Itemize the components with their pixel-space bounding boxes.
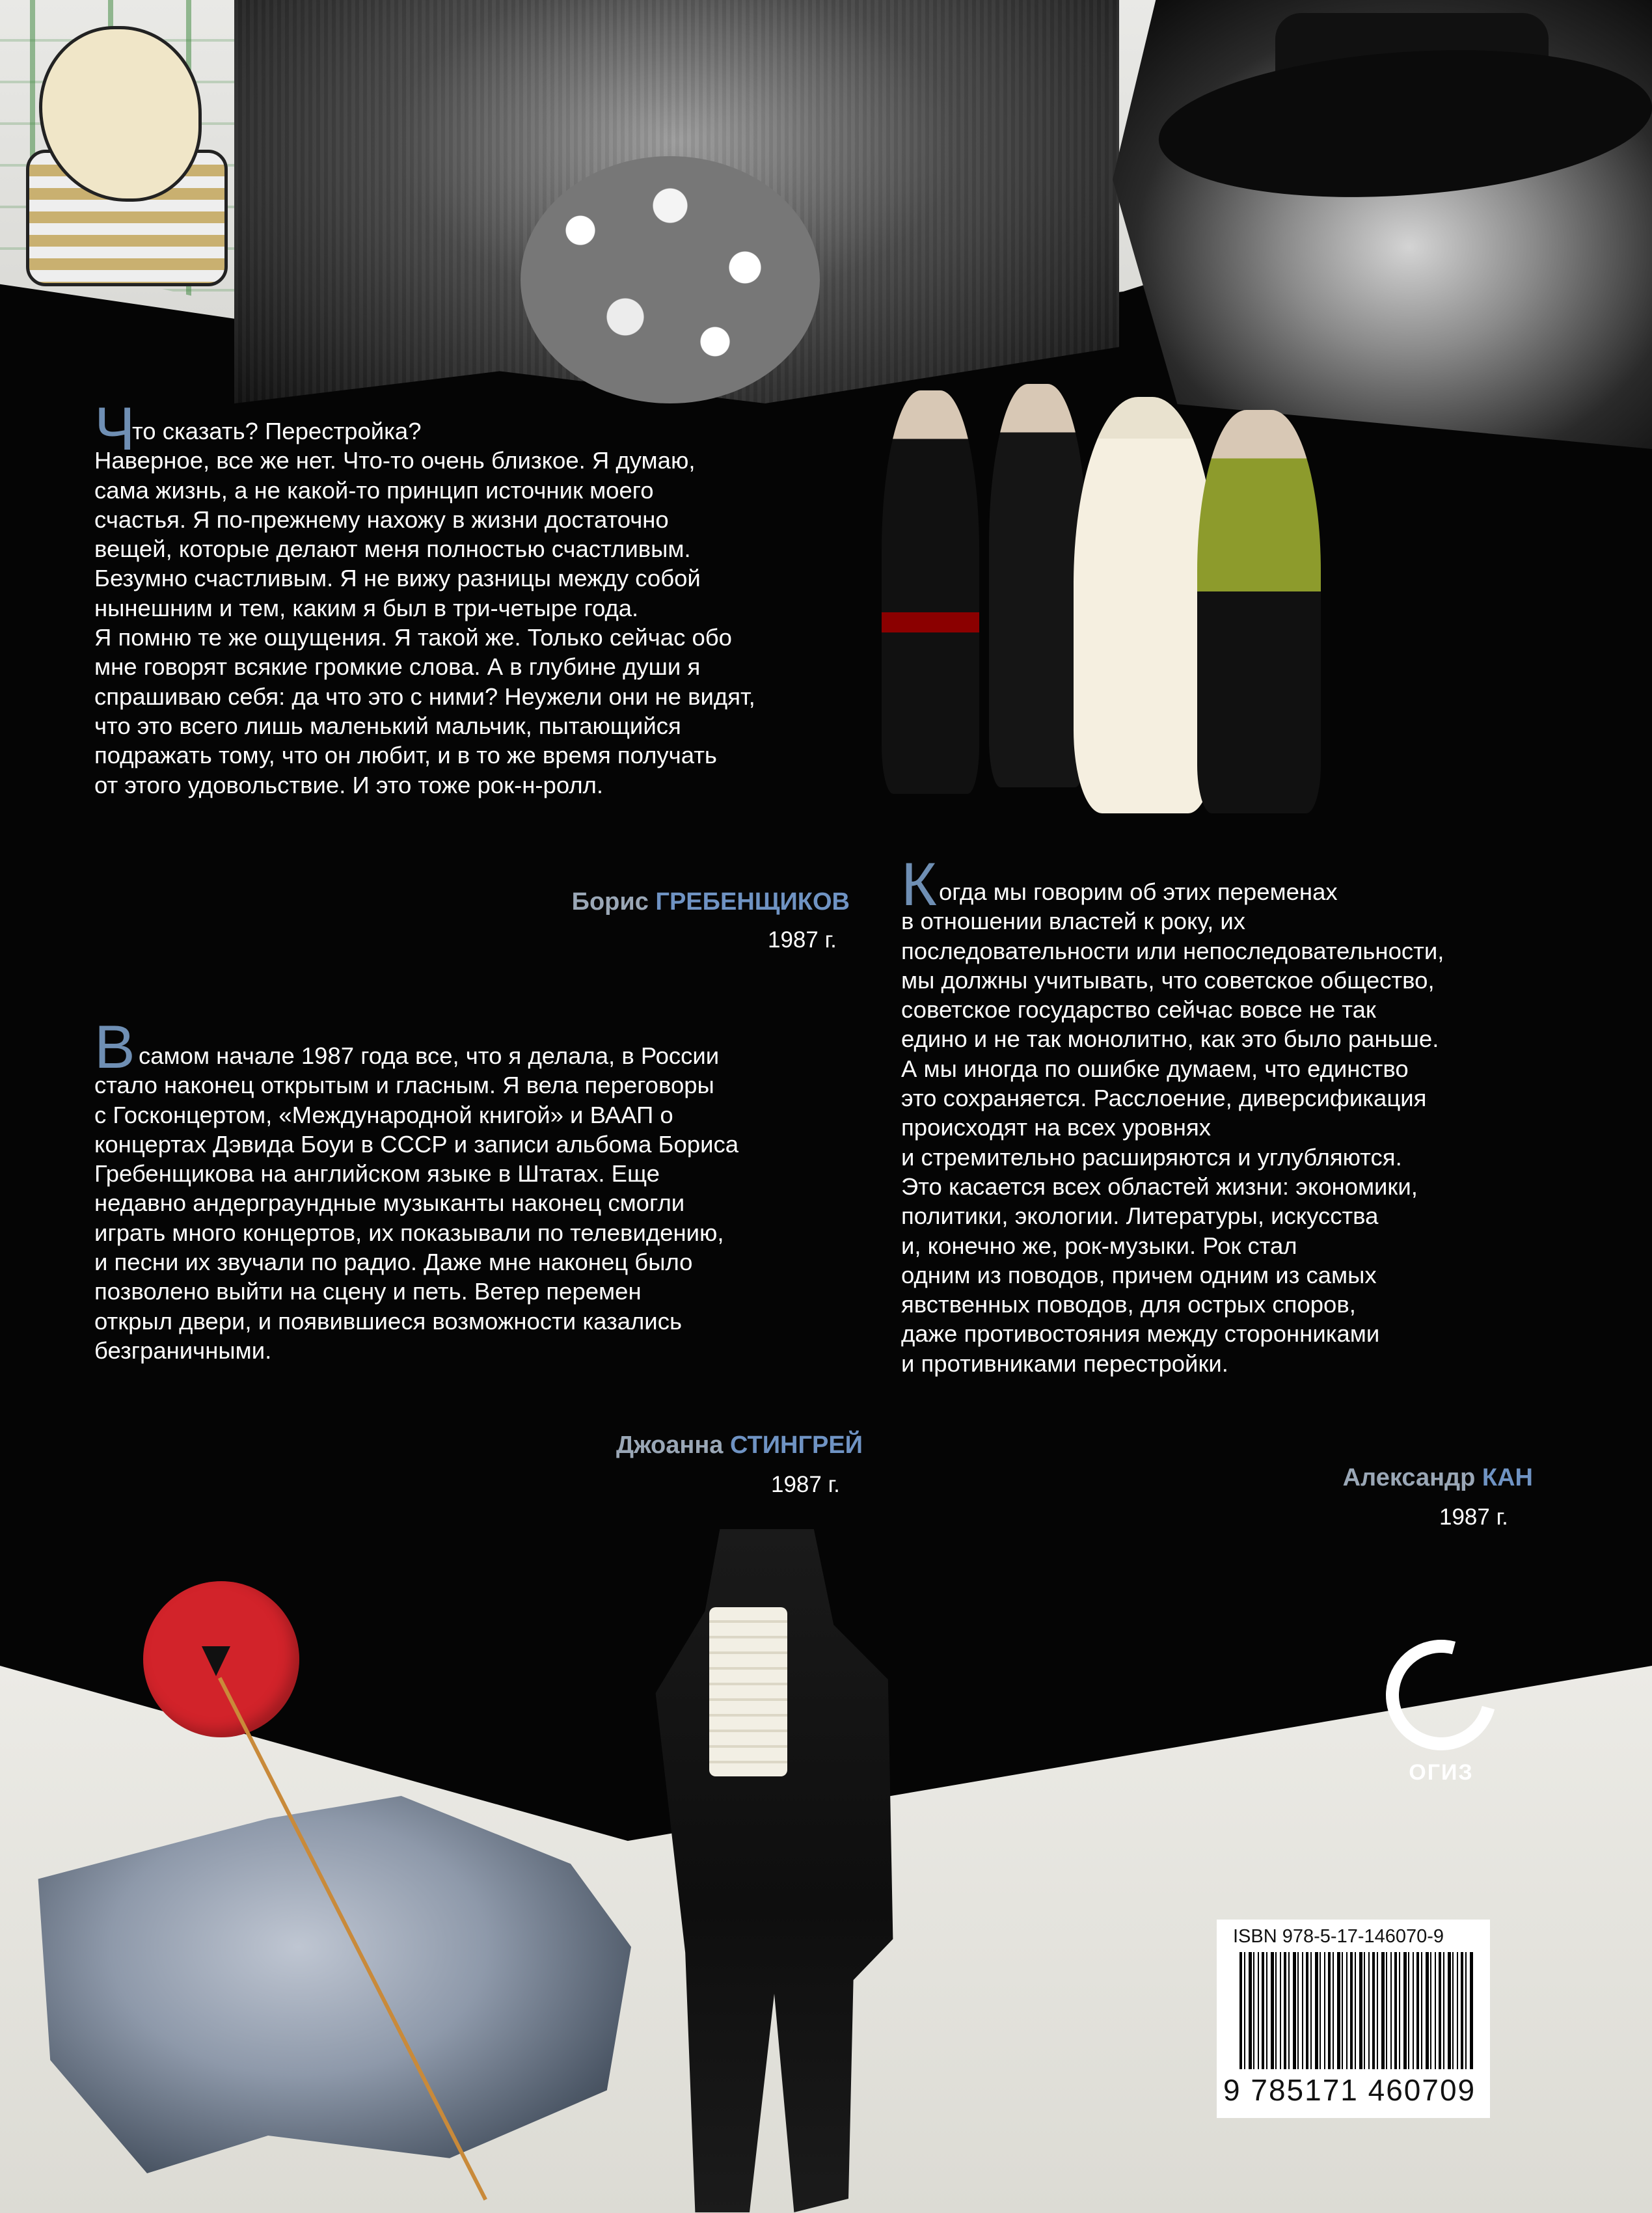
flower-bouquet	[521, 156, 820, 403]
quote-text: самом начале 1987 года все, что я делала, в России стало наконец открытым и гласным. Я вела переговоры с Госконцертом, «Международной книгой» и ВААП о концертах Дэвида Боуи в СССР и записи альбома Бориса Гребенщикова на английском языке в Штатах. Еще недавно андерграундные музыканты наконец смогли играть много концертов, их показывали по телевидению, и песни их звучали по радио. Даже мне наконец было позволено выйти на сцену и петь. Ветер перемен открыл двери, и появившиеся возможности казались безграничными.	[94, 1042, 739, 1364]
author-first-name: Борис	[571, 888, 649, 916]
white-scarf	[709, 1607, 787, 1776]
wedding-figure-bride	[1074, 397, 1217, 813]
publisher-logo-text: ОГИЗ	[1409, 1760, 1474, 1785]
quote-dropcap: Ч	[94, 394, 135, 463]
quote-author	[572, 888, 850, 916]
author-first-name: Александр	[1342, 1464, 1476, 1491]
author-first-name: Джоанна	[616, 1432, 724, 1459]
quote-year: 1987 г.	[1439, 1504, 1508, 1530]
quote-dropcap: К	[901, 850, 937, 918]
quote-year: 1987 г.	[771, 1472, 840, 1497]
barcode-digits: 9 785171 460709	[1223, 2073, 1476, 2107]
author-surname: КАН	[1482, 1464, 1533, 1491]
wedding-figure-guest	[1197, 410, 1321, 813]
author-surname: ГРЕБЕНЩИКОВ	[655, 888, 850, 916]
quote-text: огда мы говорим об этих переменах в отношении властей к року, их последовательности или непоследовательности, мы должны учитывать, что советское общество, советское государство сейчас вовсе не так едино и не так монолитно, как это было раньше. А мы иногда по ошибке думаем, что единство это сохраняется. Расслоение, диверсификация происходят на всех уровнях и стремительно расширяются и углубляются. Это касается всех областей жизни: экономики, политики, экологии. Литературы, искусства и, конечно же, рок-музыки. Рок стал одним из поводов, причем одним из самых явственных поводов, для острых споров, даже противостояния между сторонниками и противниками перестройки.	[901, 878, 1444, 1377]
isbn-label: ISBN 978-5-17-146070-9	[1233, 1926, 1444, 1947]
wedding-figure-man	[989, 384, 1087, 787]
quote-dropcap: В	[94, 1012, 135, 1081]
quote-text: то сказать? Перестройка? Наверное, все же нет. Что-то очень близкое. Я думаю, сама жизнь, а не какой-то принцип источник моего счастья. Я по-прежнему нахожу в жизни достаточно вещей, которые делают меня полностью счастливым. Безумно счастливым. Я не вижу разницы между собой нынешним и тем, каким я был в три-четыре года. Я помню те же ощущения. Я такой же. Только сейчас обо мне говорят всякие громкие слова. А в глубине души я спрашиваю себя: да что это с ними? Неужели они не видят, что это всего лишь маленький мальчик, пытающийся подражать тому, что он любит, и в то же время получать от этого удовольствие. И это тоже рок-н-ролл.	[94, 418, 755, 798]
quote-author	[616, 1432, 863, 1459]
wedding-figure-groom	[882, 390, 979, 794]
author-surname: СТИНГРЕЙ	[729, 1432, 863, 1459]
arrow-head-icon	[202, 1646, 230, 1676]
quote-year: 1987 г.	[768, 927, 837, 953]
barcode-bars	[1239, 1952, 1474, 2069]
quote-author	[1343, 1464, 1533, 1492]
